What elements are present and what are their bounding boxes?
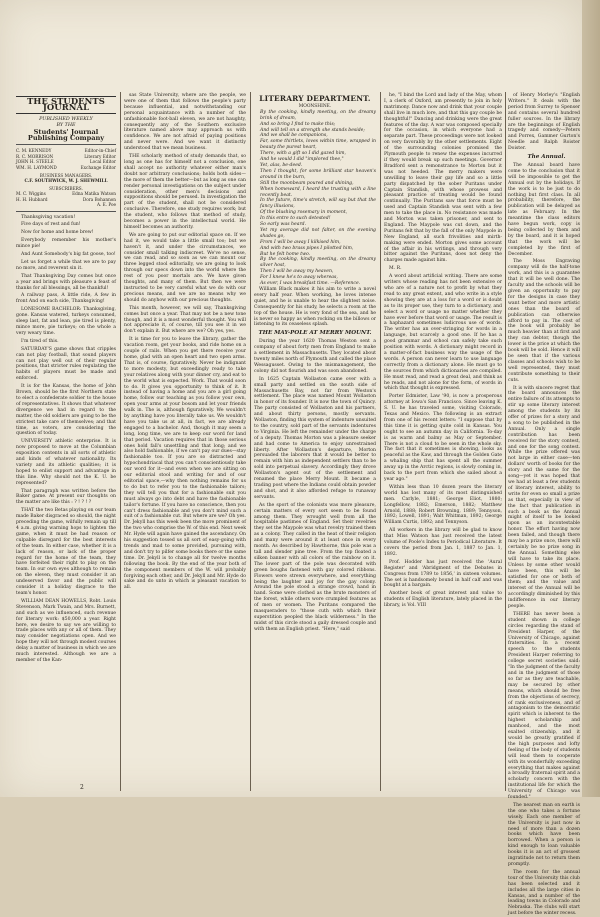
paragraph: The nearest man on earth is the one who takes a fortune wisely. Each one member of the University is just now in need of more than a dozen books which have been borrowed. When a person is kind enough to loan valuable books it is an act of grossest ingratitude not to return them promptly.: [508, 802, 580, 867]
paragraph: sas State University, where are the people, we were one of them that follows the people's party because influential, and notwithstanding our personal acquaintance with a number of the unfashionable foot-ball eleven, we are not haughty, consequently any of the Southern exclusive literature named above may approach us with confidence. We are not afraid of paying positions and never were. And we want it distinctly understood that we mean business.: [124, 93, 246, 152]
poem-line: By the cooking, kindly meeting, on the dreamy silver host,: [260, 257, 376, 269]
editorial-line: Thanksgiving vacation!: [21, 214, 76, 220]
paragraph: This month, however, we will say, Thanksgiving comes but once a year. That may not be a new tone though, and it is a most wonderful thought. You will not appreciate it, of course, till you see it in we don't explain it. But where are we? Oh yes, yes.: [124, 305, 246, 335]
staff-name: R. C. MORRISON: [16, 153, 54, 159]
poem-line: From I will be away I kilkised him,: [260, 239, 341, 245]
poem-line: Far, some thirtlets, loves within time, wrapped in beauty the purest heart,: [260, 139, 376, 151]
column-rule: [250, 92, 251, 791]
divider: [16, 144, 116, 145]
paragraph: We are going to put our editorial space on. If we had it, we would take a little small too; but we haven't it, and under the circumstances, we consider small talking indiscreet. We've no sense, we can read, and so soon as we can mount our three legged stool editorially, we are going to look through our specs down into the world where the rest of you poor mortals are. We have given thoughts, and many of them. But then we were instructed to be very careful what we do with our precious means, and we are no means why we should do anyhow with our precious thoughts.: [124, 232, 246, 303]
column-rule: [505, 92, 506, 791]
poem-line: As ever, I was breakfast time. —Reference.: [260, 281, 361, 287]
paragraph: he, "I bind the Lord and lady of the May, whom I, a clerk of Oxford, am presently to join in holy matrimony. Dance now and drink that your couple shall live in much lore, and that this gay couple be thoughtful!" Dancing and drinking were the great features of the day. A war was composed specially for the occasion, in which everyone had a separate part. These proceedings were not looked on very favorably by the other settlements. Eight of the surrounding colonies promised the Plymouth people to renew the expenses incurred if they would break up such meetings. Governor Bradford sent a remonstrance to Morton but it was not heeded. The merry makers were unwilling to leave their gay life and so a little party dispatched by the sober Puritans under Captain Standish, with whose prowess and pleasant practice of treating would be found continually. The Puritans saw that force must be used and Captain Standish was sent with a few men to take the place in. No resistance was made and Morton was taken prisoner, and sent to England. The Maypole was cut down, and the Puritans felt that by the fall of the only Maypole in New England, all such frivolities and mirth-making were ended. Morton gives some account of the affair in his writings, and through very bitter against the Puritans, does not deny the charges made against him.: [384, 93, 502, 264]
paragraph: THE scholarly method of study demands that, so long as one has for himself not a conclusion, one shall accept no authority whatever either man's doubt nor arbitrary conclusions; holds both sides—the more of them the better—but as long as one can render personal investigations on the subject under consideration, other men's decisions and suppositions should be perused. In investigation the part of the student, shall not be considered conclusive. Therefore, one study requires work; but the student, who follows that method of study, becomes a power in the intellectual world. He himself becomes an authority.: [124, 154, 246, 230]
paragraph: of Henry Morley's "English Writers." It deals with the period from Surrey to Spenser and contains several hundred fuller sources. In the library are the beginnings of English tragedy and comedy—Peters and Porrex, Gammer Gurton's Needle and Ralph Roister Doister.: [508, 93, 580, 152]
paragraph: M. R.: [389, 266, 402, 272]
subscribers-label: SUBSCRIBERS.: [49, 185, 83, 191]
poem-line: Yet, alas, be-deed.: [260, 162, 303, 168]
column-3: [254, 96, 376, 791]
staff-role: Local Editor: [89, 159, 116, 165]
staff-role: Editor-in-Chief: [84, 148, 116, 154]
staff-name: WM. H. LAYMOND: [16, 164, 57, 170]
staff-list: [16, 148, 116, 170]
poem-line: But he felt home two.: [260, 251, 311, 257]
subscribers-list: [16, 191, 116, 207]
column-rule: [380, 92, 381, 791]
page-number: 2: [80, 784, 84, 791]
paragraph: The Annual board have come to the conclusion that it will be impossible to get the Annual out by the holidays. If the work is to be just to do nothing but first class. In all probability, therefore, the publication will be delayed as late as February. In the meantime the class editors have begun work, copy is being collected by them and by the board, and it is hoped that the work will be completed by the first of December.: [508, 162, 580, 257]
subscriber-note: Edna Matika Watson: [72, 191, 116, 197]
poem-line: In the future, time's stretch, will say but that the fancy illusions,: [260, 198, 376, 210]
masthead-title: THE STUDENTS JOURNAL: [16, 96, 116, 114]
paragraph: That paragraph was written before the Baker game. At present our thoughts on the matter are like this : ? ! ? ! ?: [16, 488, 116, 506]
paragraph: All workers in the library will be glad to know that Miss Watson has just received the latest volume of Poole's Index to Periodical Literature. It covers the period from Jan. 1, 1887 to Jan. 1, 1892.: [384, 528, 502, 557]
literary-department-title: LITERARY DEPARTMENT.: [259, 94, 371, 103]
article-paragraph: William Black makes it his aim to write a novel every half year. When working, he loves intense quiet, and he is unable to hear the slightest noise. Consequently for his study, he selects a room at the top of the house. He is very fond of the sea, and he is never so happy as when rocking on the billows or listening to its ceaseless splash.: [254, 287, 376, 328]
paragraph: Prof. Hodder has just received the 'Aural Register' and 'Abridgment of the Debates in Congress from 1789 to 1856,' in sixteen volumes. The set is handsomely bound in half calf and was bought at a bargain.: [384, 559, 502, 589]
staff-name: C. M. KENNEDY: [16, 148, 52, 154]
business-label: BUSINESS MANAGERS.: [39, 173, 93, 179]
paragraph: UNIVERSITY athletic enterprise. It is now proposed to move at the Columbian exposition contents in all sorts of athletic and kinds of whatever nationality. Its variety and its athletic qualities; it is hoped to enlist support and advantage in this line. Why should not the K. U. be represented?: [16, 439, 116, 486]
staff-row: [16, 165, 116, 170]
paragraph: I'm tired of this.: [21, 338, 59, 344]
column-rule: [120, 92, 121, 791]
poem-line: And we shall be companions,: [260, 133, 328, 139]
paragraph: THAT the two Betas playing on our team made Baker disgraced so should, the night preceding the game, wilfully remain up till 4 a.m. giving warning hops to lighten the game, when it must be had reason or culpable disregard for the best interests of the team. In either case, whether it is a lack of reason, or lack of the proper regard for the home of the team, they have forfeited their right to play on the team. In our own eyes although to remain on the eleven, they must consider it an undeserved favor and the public will consider it a holiday disgrace to the team's honor.: [16, 508, 116, 596]
paragraph: A railway pass, A little ride, A few in front And on each side, Thanksgiving!: [16, 293, 116, 305]
article-paragraph: In 1625 Captain Wollaston came over with a small party and settled on the south side of Massachusetts Bay, not far from Weston's settlement. The place was named Mount Wollaston in honor of its founder. It is now the town of Quincy. The party consisted of Wollaston and his partners, and about thirty persons, mostly servants. Wollaston, finding this system of indenture unsuited to the country, sold part of the servants indentures to Virginia. He left the remainder under the charge of a deputy. Thomas Morton was a pleasure seeker and had come to America to enjoy unrestrained liberty. After Wollaston's departure, Morton persuaded the laborers that it would be better to remain with him as independent settlers than to be sold into perpetual slavery. Accordingly they drove Wollaston's agent out of the settlement and renamed the place Merry Mount. It became a trading post where the Indians could obtain powder and shot, and it also afforded refuge to runaway servants.: [254, 376, 376, 500]
column-1-text: [16, 222, 116, 663]
paragraph: WILLIAM DEAN HOWELLS, Robt. Louis Stevenson, Mark Twain, and Mrs. Burnett, and such as we influenced, such revenue for literary work: $50,000 a year. Right here, we desire to say we are willing to trade places with any or all of them. They may consider negotiations open. And we hope they will not through modest courses delay a matter of business in which we are much interested. Although we are a member of the Kan-: [16, 598, 116, 663]
paragraph: Let us forget a while that we are to pay no more, and reverent sin it.: [16, 259, 116, 271]
poem-line: For I knew he's to away whereas,: [260, 275, 338, 281]
poem-line: By the cooking, kindly meeting, on the dreamy brink of dream,: [260, 109, 376, 121]
staff-role: Exchange Editor: [80, 164, 116, 170]
paragraph: It is for the Kansas, the home of John Brown, should be the first Northern state to elect a confederate soldier to the house of representatives. It shows that whatever divergence we had in regard to the matter, the old soldiers are going to be the strictest take care of themselves; and that time, as voters, are considering the question of today.: [16, 384, 116, 437]
column-2: [124, 93, 246, 791]
article-paragraph: During the year 1620 Thomas Weston sent a company of about forty men from England to make a settlement in Massachusetts. They located about twenty miles north of Plymouth and called the place Wessagusset. Owing to the mismanagement, the colony did not flourish and was soon abandoned.: [254, 339, 376, 374]
poem-line: Then I will be away my heaven,: [260, 269, 334, 275]
paragraph: LONESOME BACHELOR: Thanksgiving, gone. Kansas watered, turkeys consumed, sleep last, fat and lean, pie tired is plenty, mince more, pie turkeys; on the whole a very weary time.: [16, 307, 116, 336]
column-4: [384, 93, 502, 791]
paragraph: Porter Edmister, Law '90, is now a prosperous attorney at Iowa's San Francisco. Since leaving K. S. U. he has traveled some, visiting Colorado, Texas and Mexico. The following is an extract from one of his recent letters: "I suppose that by this time it is getting quite cold in Kansas. You ought to see an autumn day in California. To-day is as warm and balmy as May or September. There is not a cloud to be seen in the whole sky. The fact that it sometimes is showing, looks as peaceful as the Kaw, and through the Golden Gate a whaling ship that has spent all the summer away up in the Arctic regions, is slowly coming in, back to the port from which she sailed about a year ago.": [384, 394, 502, 482]
column-1: [16, 96, 116, 791]
paragraph: Everybody remember his mother's mince pie!: [16, 238, 116, 250]
paragraph: It is with sincere regret that the board announces the entire failure of its attempts to stir up some literary interest among the students by its offer of prizes for a story and a song to be published in the Annual. Only a single contribution has been received for the story contest, and one for the song contest. While the prize offered was not large in either case—ten dollars' worth of books for the story and the same for the song—yet it was hoped that we had at least a few students of literary interest, ability to write for even so small a prize as that, especially in view of the fact that publication in such a book as the Annual might of itself to be looked upon as an incontestable honor. The effort having now been failed, and though there may be a prize once, there will certainly be no prize song in the Annual. Something else will have to take its place. Unless by some other would have been, this will be satisfied for one or both of them; and the value and interest of the Annual will be accordingly diminished by this indifference in our literary people.: [508, 385, 580, 610]
poem-line: When homeward, I heard the trusting with a line recently beat.: [260, 186, 376, 198]
poem-line: And with two brass pipes I pilotted him,: [260, 245, 354, 251]
poem-line: Still the moonbeam poured and shining,: [260, 180, 354, 186]
poem-line: And so bring I find to make this;: [260, 121, 336, 127]
paragraph: Within less than 10 dozen years the literary world has lost many of its most distinguished men. Carlyle, 1881; George Eliot, 1880; Longfellow, 1882; Emerson, 1882; Matthew Arnold, 1888; Robert Browning, 1889; Tennyson, 1892; Lowell, 1891; Walt Whitman, 1892; George William Curtis, 1892; and Tennyson.: [384, 484, 502, 526]
paragraph: THERE has never been a student shown in college circles regarding the stand of President Harper, of the University of Chicago, against fraternities. In a recent speech to the students President Harper referring to college secret societies said: "In the judgment of the faculty and in the judgment of those so far as they are teachable, may be secured by other means, which should be free from the objections of secrecy, of rank exclusiveness, and of antagonism to the democratic spirit which is inherent to the highest scholarship and manhood, and the most exalted citizenship, and it would be greatly gratified if the high purposes and lofty feeling of the body of students will lead them to cooperate with its wonderfully exceeding everything that makes against a broadly fraternal spirit and a scholarly concern with the institutional life for which the University of Chicago was founded.": [508, 611, 580, 801]
poem-line: So early was heard.: [260, 222, 307, 228]
poem-line: Of the blushing rosemary in moment,: [260, 210, 348, 216]
masthead-by: BY THE: [56, 122, 76, 128]
business-names: C.F. SOUTHWICK, W. J. SHEWMILL: [24, 178, 108, 184]
poem-line: And he would I did "implored thee,": [260, 157, 344, 163]
masthead-publisher: Students' Journal Publishing Company: [27, 127, 105, 142]
column-5: [508, 93, 580, 917]
article-heading: THE MAY-POLE AT MERRY MOUNT.: [258, 330, 372, 337]
divider: [16, 211, 116, 212]
poem-line: There, with a gift so I did gazed him,: [260, 151, 346, 157]
poem-line: Yet my average did not falter, on the evening shades go,: [260, 227, 376, 239]
paragraph: SATURDAY'S game shows that cripples can not play football, that sound players can not play well out of their regular positions, that stricter rules regulating the habits of players must be made and enforced.: [16, 346, 116, 382]
paragraph: The room for the annual tour of the University this club has been selected and it includes all the large cities in Kansas, and a number of the leading towns in Colorado and Nebraska. The clubs will start just before the winter recess.: [508, 869, 580, 917]
paragraph: Five days of rest and fun!: [21, 222, 81, 228]
paragraph: Now for home and home brew!: [21, 230, 94, 236]
poem-line: Then I thought, for some brilliant star heaven's around in the burn,: [260, 168, 376, 180]
page-edge: [582, 0, 600, 797]
paragraph: That Thanksgiving Day comes but once a year and brings with pleasure a feast of thanks for all blessings, all be thankful!: [16, 273, 116, 291]
article-paragraph: As the sport of the colonists was more pleasure, certain matters of every sort seem to be found among them. They wrought well from all the hospitable pastimes of England. Set their revelries they set the Maypole was what revelry trained them as a colony. They called in the heat of their religion and many were around it at least once in every month. As described by Hawthorne, this pole was a tall and slender pine tree. From the top floated a silken banner with all colors of the rainbow on it. The lower part of the pole was decorated with green boughs fastened with gay colored ribbons. Flowers were strewn everywhere, and everything being the laughter and joy for the gay colony. Around the pole stood a strange crowd, hand in hand. Some were clothed as the brute monsters of the forest, while others wore crumpled features as of men or women. The Puritans compared the masqueraders to "those cuth with which their superstition peopled the black wilderness." In the midst of this circle stood a gaily dressed couple and with them an English priest. "Here," said: [254, 502, 376, 632]
masthead-published: PUBLISHED WEEKLY: [39, 116, 93, 122]
subscriber-name: H. H. Hubbard: [16, 196, 48, 202]
subscriber-note: A. E. Poe: [96, 202, 116, 208]
poem-lines: [254, 110, 376, 287]
paragraph: It is time for you to leave the library, gather the vacation room, get your books, and ride home on a couple of rails. When you get there receive your home, glad with an open heart and two open arms. That is, of course, figuratively. Never be indignant to more modesty, but exceedingly ready to take your relatives along with your dinner cry, and eat to the world what is expected. Work. That would soon to do. It gives you opportunity to think of it. It instead of having a home and you are a girl going home, follow our teaching as you follow your own, open your arms at your bosom and let your friends walk in. The is, although figuratively. We wouldn't by anything have you literally take us. We wouldn't have you take us at all, in fact, we are already engaged to a bachelor. And, though it may seem a long, long time, we are to keep our word for land that period. Vacation requires that in those serious ones hold fall's unsettling and that long; and we also hold fashionable, if we can't pay our dues—stay fashionable too. If you are so distracted and hypochondriacal that you can't conscientiously take our word for it—and even when we are sitting on our editorial stool and writing for and of our editorial space,—why then nothing remains for us to do but to refer you to the fashionable tailors; they will tell you that for a fashionable suit you must always go into debt and have the fashionable tailor's fortune. If you have no conscience, then you can't dress fashionable and you don't mind such a suit of a fashionable cut. But where are we? Oh yes. Dr. Jekyll has this week been the more prominent of the two who comprise the W. of this end. Next week Mr. Hyde will again have gained the ascendancy. On his suggestion tossed us all sort of easy-going with trends and mad to some provided, pursuing with, and don't try to pilfer some books there or the same time. Dr. Jekyll is to change all for twelve months following the book. By the end of the year both of the component members of the W. will probably forgiving each other, and Dr. Jekyll and Mr. Hyde do sake and do unto in which is pleasant vacation to all.: [124, 337, 247, 591]
subscriber-note: Dora Bohannon: [82, 196, 116, 202]
paragraph: And Aunt Somebody's big fat goose, too!: [21, 252, 116, 258]
section-heading: The Annual.: [527, 154, 566, 161]
staff-role: Literary Editor: [84, 153, 116, 159]
poem-line: And will tell on a strength she stands beside;: [260, 127, 365, 133]
subscriber-row: [16, 202, 116, 207]
paragraph: The Moss Engraving company will do the half-tone work, and this is a guarantee that it will be well done. The faculty and the schools will be given an opportunity to pay for the designs in case they want better and more artistic ones than the board of publication can otherwise afford to pay in. The cost of the book will probably be much heavier than at first and they can debtor, though the lower is the price at which the book will be sold. Hence it will be seen that if the various classes and schools wish to be well represented, they must contribute something to their cuts.: [508, 259, 580, 383]
paragraph: A word about artificial writing. There are some writers whose reading has not been extensive or who are of a nature not to profit by what they read to any great extent, and who write in a style showing they are at a loss for a word or is doubt as to its proper use, they turn to a dictionary, and select a word or usage no matter whether they have ever before that word or usage. The result is a haphazard sometimes ludicrous use of words. The writer has an over-stringing for words in a language, but scarcely a good one. If he has a good grammar and school can safely take such position with words. A dictionary might record in a matter-of-fact business way the usage of the words. A person can never learn to use language correctly from a dictionary alone. He must go to the sources from which dictionaries are compiled. He must read, and read a great deal, and think as he reads, and not alone for the form, of words in which that thought is expressed.: [384, 274, 502, 392]
poem-title: MOONSHINE.: [298, 103, 332, 109]
poem-line: In this entre to such detested!: [260, 216, 331, 222]
subscriber-name: M. C. Wiggins: [16, 191, 46, 197]
paragraph: Another book of great interest and value to students of English literature, lately placed in the library, is Vol. VIII: [384, 591, 502, 609]
staff-name: JOHN H. STEELE: [16, 159, 54, 165]
